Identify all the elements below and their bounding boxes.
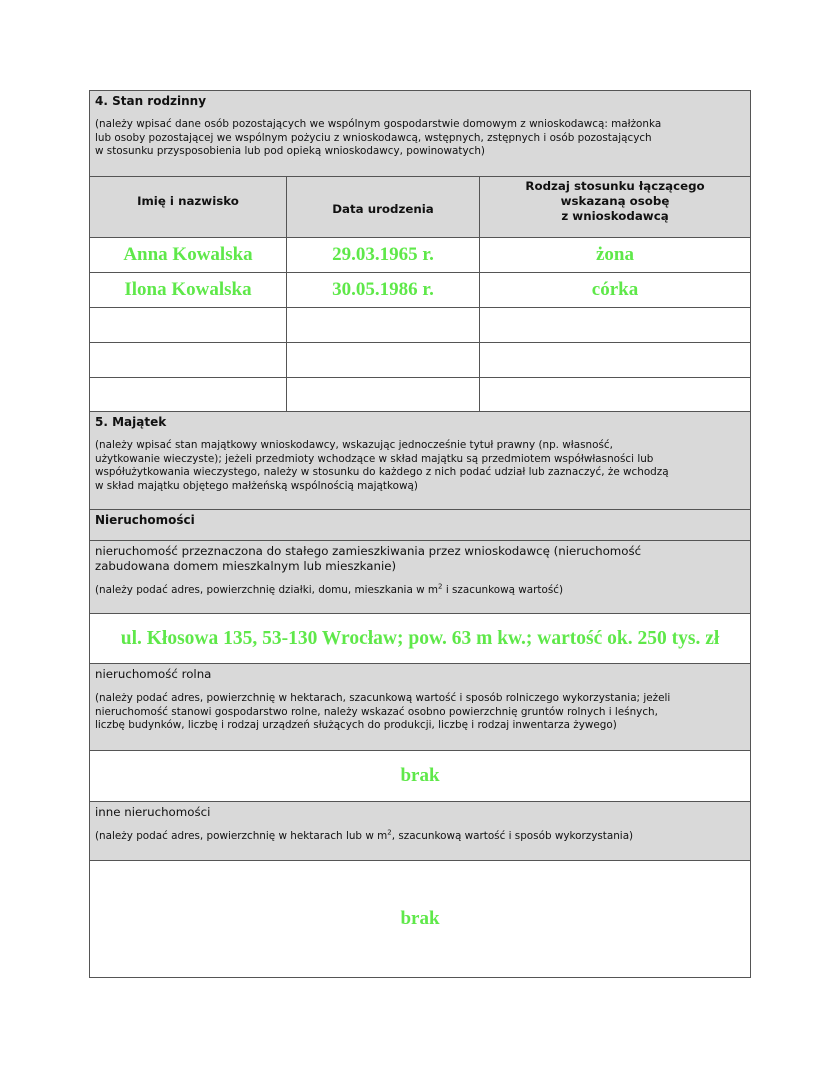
family-member-relation[interactable]	[480, 378, 750, 411]
real-estate-title: Nieruchomości	[95, 513, 195, 527]
other-property-value[interactable]: brak	[90, 861, 750, 977]
note-text: (należy podać adres, powierzchnię w hektarach lub w m	[95, 830, 388, 842]
residential-property-label	[95, 544, 745, 574]
family-member-relation[interactable]	[480, 308, 750, 342]
family-member-relation[interactable]: żona	[596, 244, 634, 265]
note-line: lub osoby pozostającej we wspólnym pożyciu z wnioskodawcą, wstępnych, zstępnych i osób pozostających	[95, 131, 652, 144]
family-table-row	[90, 343, 750, 378]
note-line: (należy wpisać stan majątkowy wnioskodawcy, wskazując jednocześnie tytuł prawny (np. własność,	[95, 439, 613, 451]
residential-property-label-row	[90, 541, 750, 614]
note-line: (należy wpisać dane osób pozostających we wspólnym gospodarstwie domowym z wnioskodawcą: małżonka	[95, 118, 662, 130]
family-member-name[interactable]: Anna Kowalska	[90, 238, 287, 272]
other-property-note	[95, 830, 745, 844]
relation-header-line: wskazaną osobę	[560, 193, 670, 208]
label-line: nieruchomość przeznaczona do stałego zamieszkiwania przez wnioskodawcę (nieruchomość	[95, 544, 642, 558]
family-member-name[interactable]	[90, 378, 287, 411]
relation-header-line: z wnioskodawcą	[561, 208, 669, 223]
real-estate-header	[90, 510, 750, 541]
other-property-label: inne nieruchomości	[95, 805, 211, 819]
column-header-name: Imię i nazwisko	[90, 177, 287, 237]
label-line: zabudowana domem mieszkalnym lub mieszkanie)	[95, 559, 397, 573]
note-line: współużytkowania wieczystego, należy w stosunku do każdego z nich podać udział lub zaznaczyć, że wchodzą	[95, 466, 669, 478]
note-text: (należy podać adres, powierzchnię działki, domu, mieszkania w m	[95, 584, 439, 596]
note-line: liczbę budynków, liczbę i rodzaj urządzeń służących do produkcji, liczbę i rodzaj inwentarza żywego)	[95, 719, 617, 731]
family-member-birth-date[interactable]: 29.03.1965 r.	[287, 238, 480, 272]
note-text: i szacunkową wartość)	[442, 584, 564, 596]
note-line: użytkowanie wieczyste); jeżeli przedmioty wchodzące w skład majątku są przedmiotem współwłasności lub	[95, 452, 654, 465]
column-header-birth-date: Data urodzenia	[287, 177, 480, 237]
family-table-row	[90, 308, 750, 343]
agricultural-property-label-row	[90, 664, 750, 751]
superscript: 2	[438, 582, 443, 591]
note-line: w stosunku przysposobienia lub pod opieką wnioskodawcy, powinowatych)	[95, 145, 485, 157]
note-line: nieruchomość stanowi gospodarstwo rolne, należy wskazać osobno powierzchnię gruntów rolnych i leśnych,	[95, 705, 658, 718]
agricultural-property-label: nieruchomość rolna	[95, 667, 212, 681]
other-property-label-row	[90, 802, 750, 861]
family-table-row	[90, 378, 750, 412]
section-5-title: 5. Majątek	[95, 415, 167, 429]
section-4-note	[95, 118, 745, 159]
asset-declaration-form	[89, 90, 751, 978]
note-line: w skład majątku objętego małżeńską wspólnością majątkową)	[95, 479, 418, 492]
note-line: (należy podać adres, powierzchnię w hektarach, szacunkową wartość i sposób rolniczego wykorzystania; jeżeli	[95, 692, 671, 704]
relation-header-line: Rodzaj stosunku łączącego	[525, 178, 705, 193]
family-member-relation[interactable]	[480, 343, 750, 377]
family-table-row	[90, 273, 750, 308]
family-member-name[interactable]: Ilona Kowalska	[90, 273, 287, 307]
section-5-note	[95, 439, 745, 493]
note-text: , szacunkową wartość i sposób wykorzystania)	[391, 830, 634, 842]
residential-property-value[interactable]: ul. Kłosowa 135, 53-130 Wrocław; pow. 63 m kw.; wartość ok. 250 tys. zł	[90, 614, 750, 664]
family-member-name[interactable]	[90, 343, 287, 377]
family-table-row	[90, 238, 750, 273]
family-member-relation[interactable]: córka	[591, 279, 639, 300]
agricultural-property-value[interactable]: brak	[90, 751, 750, 802]
residential-property-note	[95, 584, 745, 598]
family-member-birth-date[interactable]: 30.05.1986 r.	[287, 273, 480, 307]
family-member-birth-date[interactable]	[287, 378, 480, 411]
family-member-birth-date[interactable]	[287, 308, 480, 342]
section-4-title: 4. Stan rodzinny	[95, 94, 207, 108]
column-header-relation	[480, 177, 750, 237]
section-5-header	[90, 412, 750, 510]
section-4-header	[90, 91, 750, 177]
family-member-name[interactable]	[90, 308, 287, 342]
family-table-header	[90, 177, 750, 238]
agricultural-property-note	[95, 692, 745, 733]
superscript: 2	[387, 828, 392, 837]
family-member-birth-date[interactable]	[287, 343, 480, 377]
